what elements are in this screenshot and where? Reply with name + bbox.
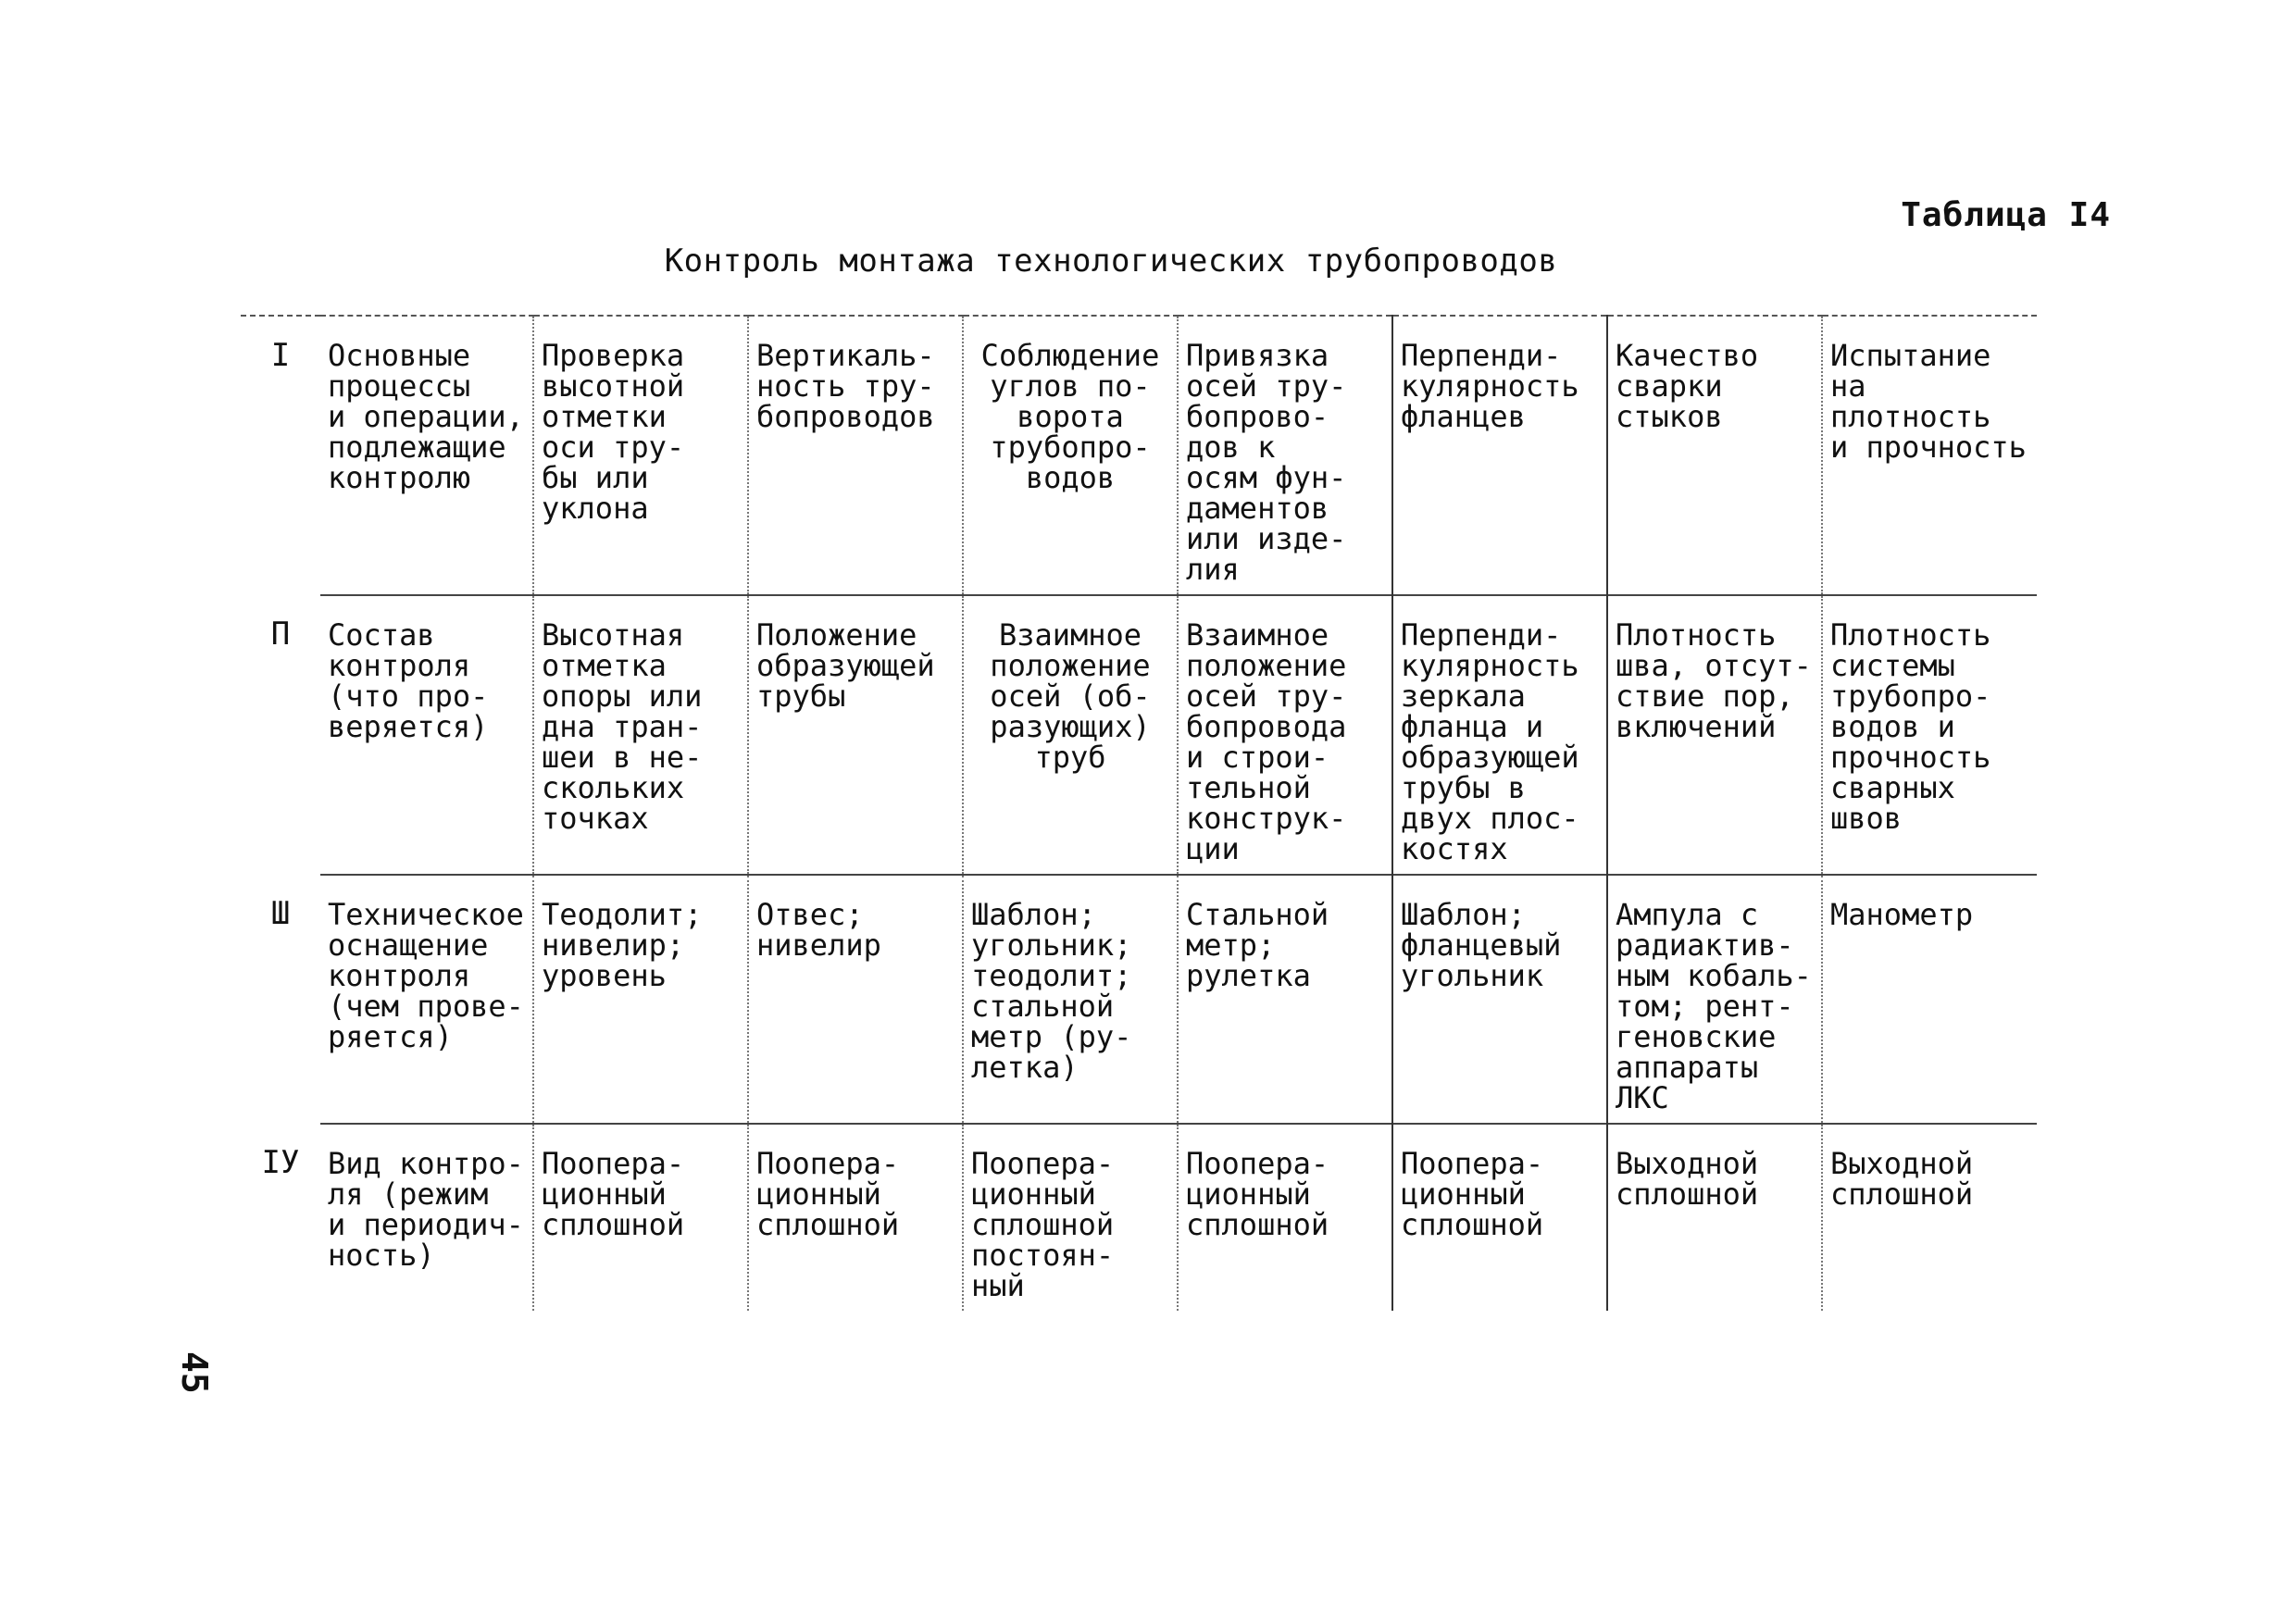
table-cell: Ампула с радиактив- ным кобаль- том; рент- геновские аппараты ЛКС [1607, 875, 1822, 1124]
table-row [241, 875, 2037, 1124]
table-cell: Отвес; нивелир [748, 875, 963, 1124]
table-cell: Выходной сплошной [1607, 1124, 1822, 1311]
row-label: Основные процессы и операции, подлежащие контролю [320, 316, 533, 595]
row-label: Техническое оснащение контроля (чем прове- ряется) [320, 875, 533, 1124]
table-cell: Поопера- ционный сплошной [1392, 1124, 1607, 1311]
row-label: Вид контро- ля (режим и периодич- ность) [320, 1124, 533, 1311]
table-cell: Перпенди- кулярность зеркала фланца и образующей трубы в двух плос- костях [1392, 595, 1607, 875]
table-cell: Плотность шва, отсут- ствие пор, включений [1607, 595, 1822, 875]
table-cell: Положение образующей трубы [748, 595, 963, 875]
table-cell: Поопера- ционный сплошной [533, 1124, 748, 1311]
page-number: 45 [174, 1351, 215, 1394]
table-cell: Выходной сплошной [1822, 1124, 2037, 1311]
table-cell: Вертикаль- ность тру- бопроводов [748, 316, 963, 595]
table-title: Контроль монтажа технологических трубопроводов [664, 243, 1558, 280]
table-cell: Поопера- ционный сплошной [748, 1124, 963, 1311]
table-row [241, 595, 2037, 875]
table-cell: Соблюдение углов по- ворота трубопро- водов [963, 316, 1178, 595]
table-cell: Проверка высотной отметки оси тру- бы или уклона [533, 316, 748, 595]
row-number: П [270, 616, 291, 653]
table-cell: Качество сварки стыков [1607, 316, 1822, 595]
table-cell: Стальной метр; рулетка [1178, 875, 1392, 1124]
table-cell: Теодолит; нивелир; уровень [533, 875, 748, 1124]
control-table [241, 315, 2037, 1311]
table-cell: Шаблон; угольник; теодолит; стальной метр (ру- летка) [963, 875, 1178, 1124]
table-row [241, 1124, 2037, 1311]
table-cell: Испытание на плотность и прочность [1822, 316, 2037, 595]
table-cell: Перпенди- кулярность фланцев [1392, 316, 1607, 595]
table-cell: Манометр [1822, 875, 2037, 1124]
table-cell: Шаблон; фланцевый угольник [1392, 875, 1607, 1124]
table-cell: Поопера- ционный сплошной [1178, 1124, 1392, 1311]
row-number: IУ [261, 1144, 300, 1181]
table-cell: Высотная отметка опоры или дна тран- шеи в не- скольких точках [533, 595, 748, 875]
row-label: Состав контроля (что про- веряется) [320, 595, 533, 875]
row-number: Ш [270, 895, 291, 932]
table-cell: Привязка осей тру- бопрово- дов к осям фун- даментов или изде- лия [1178, 316, 1392, 595]
table-cell: Взаимное положение осей (об- разующих) труб [963, 595, 1178, 875]
table-cell: Поопера- ционный сплошной постоян- ный [963, 1124, 1178, 1311]
row-number: I [241, 316, 320, 595]
table-cell: Плотность системы трубопро- водов и прочность сварных швов [1822, 595, 2037, 875]
table-number-label: Таблица I4 [1901, 196, 2111, 234]
table-cell: Взаимное положение осей тру- бопровода и строи- тельной конструк- ции [1178, 595, 1392, 875]
table-row [241, 316, 2037, 595]
